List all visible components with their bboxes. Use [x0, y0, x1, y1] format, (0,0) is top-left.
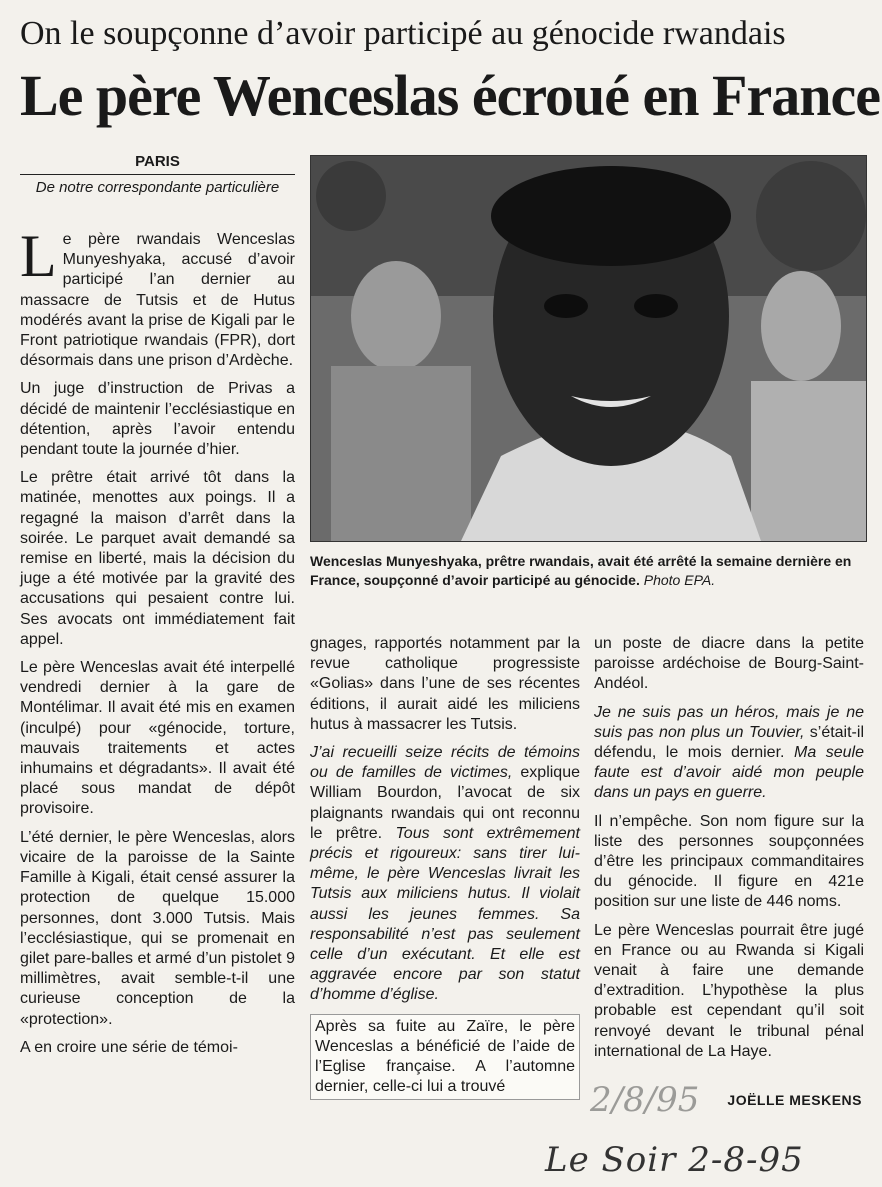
quote-bourdon-2: Tous sont extrêmement précis et rigoureux: sans tirer lui-même, le père Wenceslas livrait les Tutsis aux miliciens hutus. Il violait aussi les jeunes femmes. Sa responsabilité n’est pas seulement celle d’un exécutant. Et elle est aggravée encore par son statut d’homme d’église.: [310, 824, 580, 1004]
author-signature: JOËLLE MESKENS: [727, 1092, 862, 1108]
article-kicker: On le soupçonne d’avoir participé au génocide rwandais: [20, 15, 786, 52]
column-3: [594, 634, 864, 1070]
paragraph-2: Un juge d’instruction de Privas a décidé de maintenir l’ecclésiastique en détention, après l’avoir entendu pendant toute la journée d’hier.: [20, 380, 295, 459]
article-correspondent: De notre correspondante particulière: [35, 179, 280, 196]
article-dateline: PARIS: [20, 152, 295, 175]
paragraph-13: Le père Wenceslas pourrait être jugé en France ou au Rwanda si Kigali venait à faire une demande d’extradition. L’hypothèse la plus probable est cependant qu’il soit renvoyé devant le tribunal pénal international de La Haye.: [594, 921, 864, 1060]
paragraph-4: Le père Wenceslas avait été interpellé vendredi dernier à la gare de Montélimar. Il avait été mis en examen (inculpé) pour «génocide, torture, mauvais traitements et actes inhumains et dégradants». Il avait été placé sous mandat de dépôt provisoire.: [20, 659, 295, 818]
portrait-photo: [310, 155, 867, 542]
paragraph-3: Le prêtre était arrivé tôt dans la matinée, menottes aux poings. Il a regagné la maison d’arrêt dans la soirée. Le parquet avait demandé sa remise en liberté, mais la décision du juge a été motivée par la gravité des accusations qui pesaient contre lui. Ses avocats ont immédiatement fait appel.: [20, 469, 295, 648]
photo-caption: [310, 552, 865, 590]
paragraph-11: [594, 703, 864, 804]
paragraph-7: gnages, rapportés notamment par la revue catholique progressiste «Golias» dans l’une de ses récentes éditions, il aurait aidé les miliciens hutus à massacrer les Tutsis.: [310, 635, 580, 733]
quote-bourdon-1: J’ai recueilli seize récits de témoins ou de familles de victimes,: [310, 744, 580, 782]
article-headline: Le père Wenceslas écroué en France: [20, 63, 880, 128]
photo-credit: Photo EPA.: [643, 572, 716, 588]
paragraph-6: A en croire une série de témoi-: [20, 1038, 238, 1056]
column-2: [310, 634, 580, 1108]
paragraph-9-highlighted: Après sa fuite au Zaïre, le père Wenceslas a bénéficié de l’aide de l’Eglise française. A l’automne dernier, celle-ci lui a trouvé: [310, 1014, 580, 1101]
paragraph-8: [310, 743, 580, 1006]
paragraph-5: L’été dernier, le père Wenceslas, alors vicaire de la paroisse de la Sainte Famille à Kigali, était censé assurer la protection de quelque 15.000 personnes, dont 3.000 Tutsis. Mais l’ecclésiastique, qui se promenait en gilet pare-balles et armé d’un pistolet 9 millimètres, avait semble-t-il une curieuse conception de la «protection».: [20, 828, 295, 1028]
drop-cap: L: [20, 223, 57, 289]
column-1: [20, 223, 295, 1066]
lead-paragraph: [20, 223, 295, 371]
portrait-photo-image: [311, 156, 866, 541]
quote-wenceslas-1: Je ne suis pas un héros, mais je ne suis pas non plus un Touvier,: [594, 703, 864, 741]
handwritten-date: 2/8/95: [590, 1080, 700, 1120]
paragraph-12: Il n’empêche. Son nom figure sur la liste des personnes soupçonnées d’être les principaux commanditaires du génocide. Il figure en 421e position sur une liste de 446 noms.: [594, 812, 864, 911]
quote-wenceslas-2: Ma seule faute est d’avoir aidé mon peuple dans un pays en guerre.: [594, 744, 865, 802]
attribution-bourdon: explique William Bourdon, l’avocat de six plaignants rwandais qui ont reconnu le prêtre.: [310, 764, 581, 842]
lead-text: e père rwandais Wenceslas Munyeshyaka, accusé d’avoir participé l’an dernier au massacre de Tutsis et de Hutus modérés avant la prise de Kigali par le Front patriotique rwandais (FPR), dort désormais dans une prison d’Ardèche.: [20, 231, 295, 370]
paragraph-10: un poste de diacre dans la petite paroisse ardéchoise de Bourg-Saint-Andéol.: [594, 635, 864, 693]
caption-text: Wenceslas Munyeshyaka, prêtre rwandais, avait été arrêté la semaine dernière en France, soupçonné d’avoir participé au génocide.: [310, 553, 852, 588]
handwritten-source-note: Le Soir 2-8-95: [545, 1140, 804, 1180]
attribution-wenceslas: s’était-il défendu, le mois dernier.: [594, 723, 864, 762]
